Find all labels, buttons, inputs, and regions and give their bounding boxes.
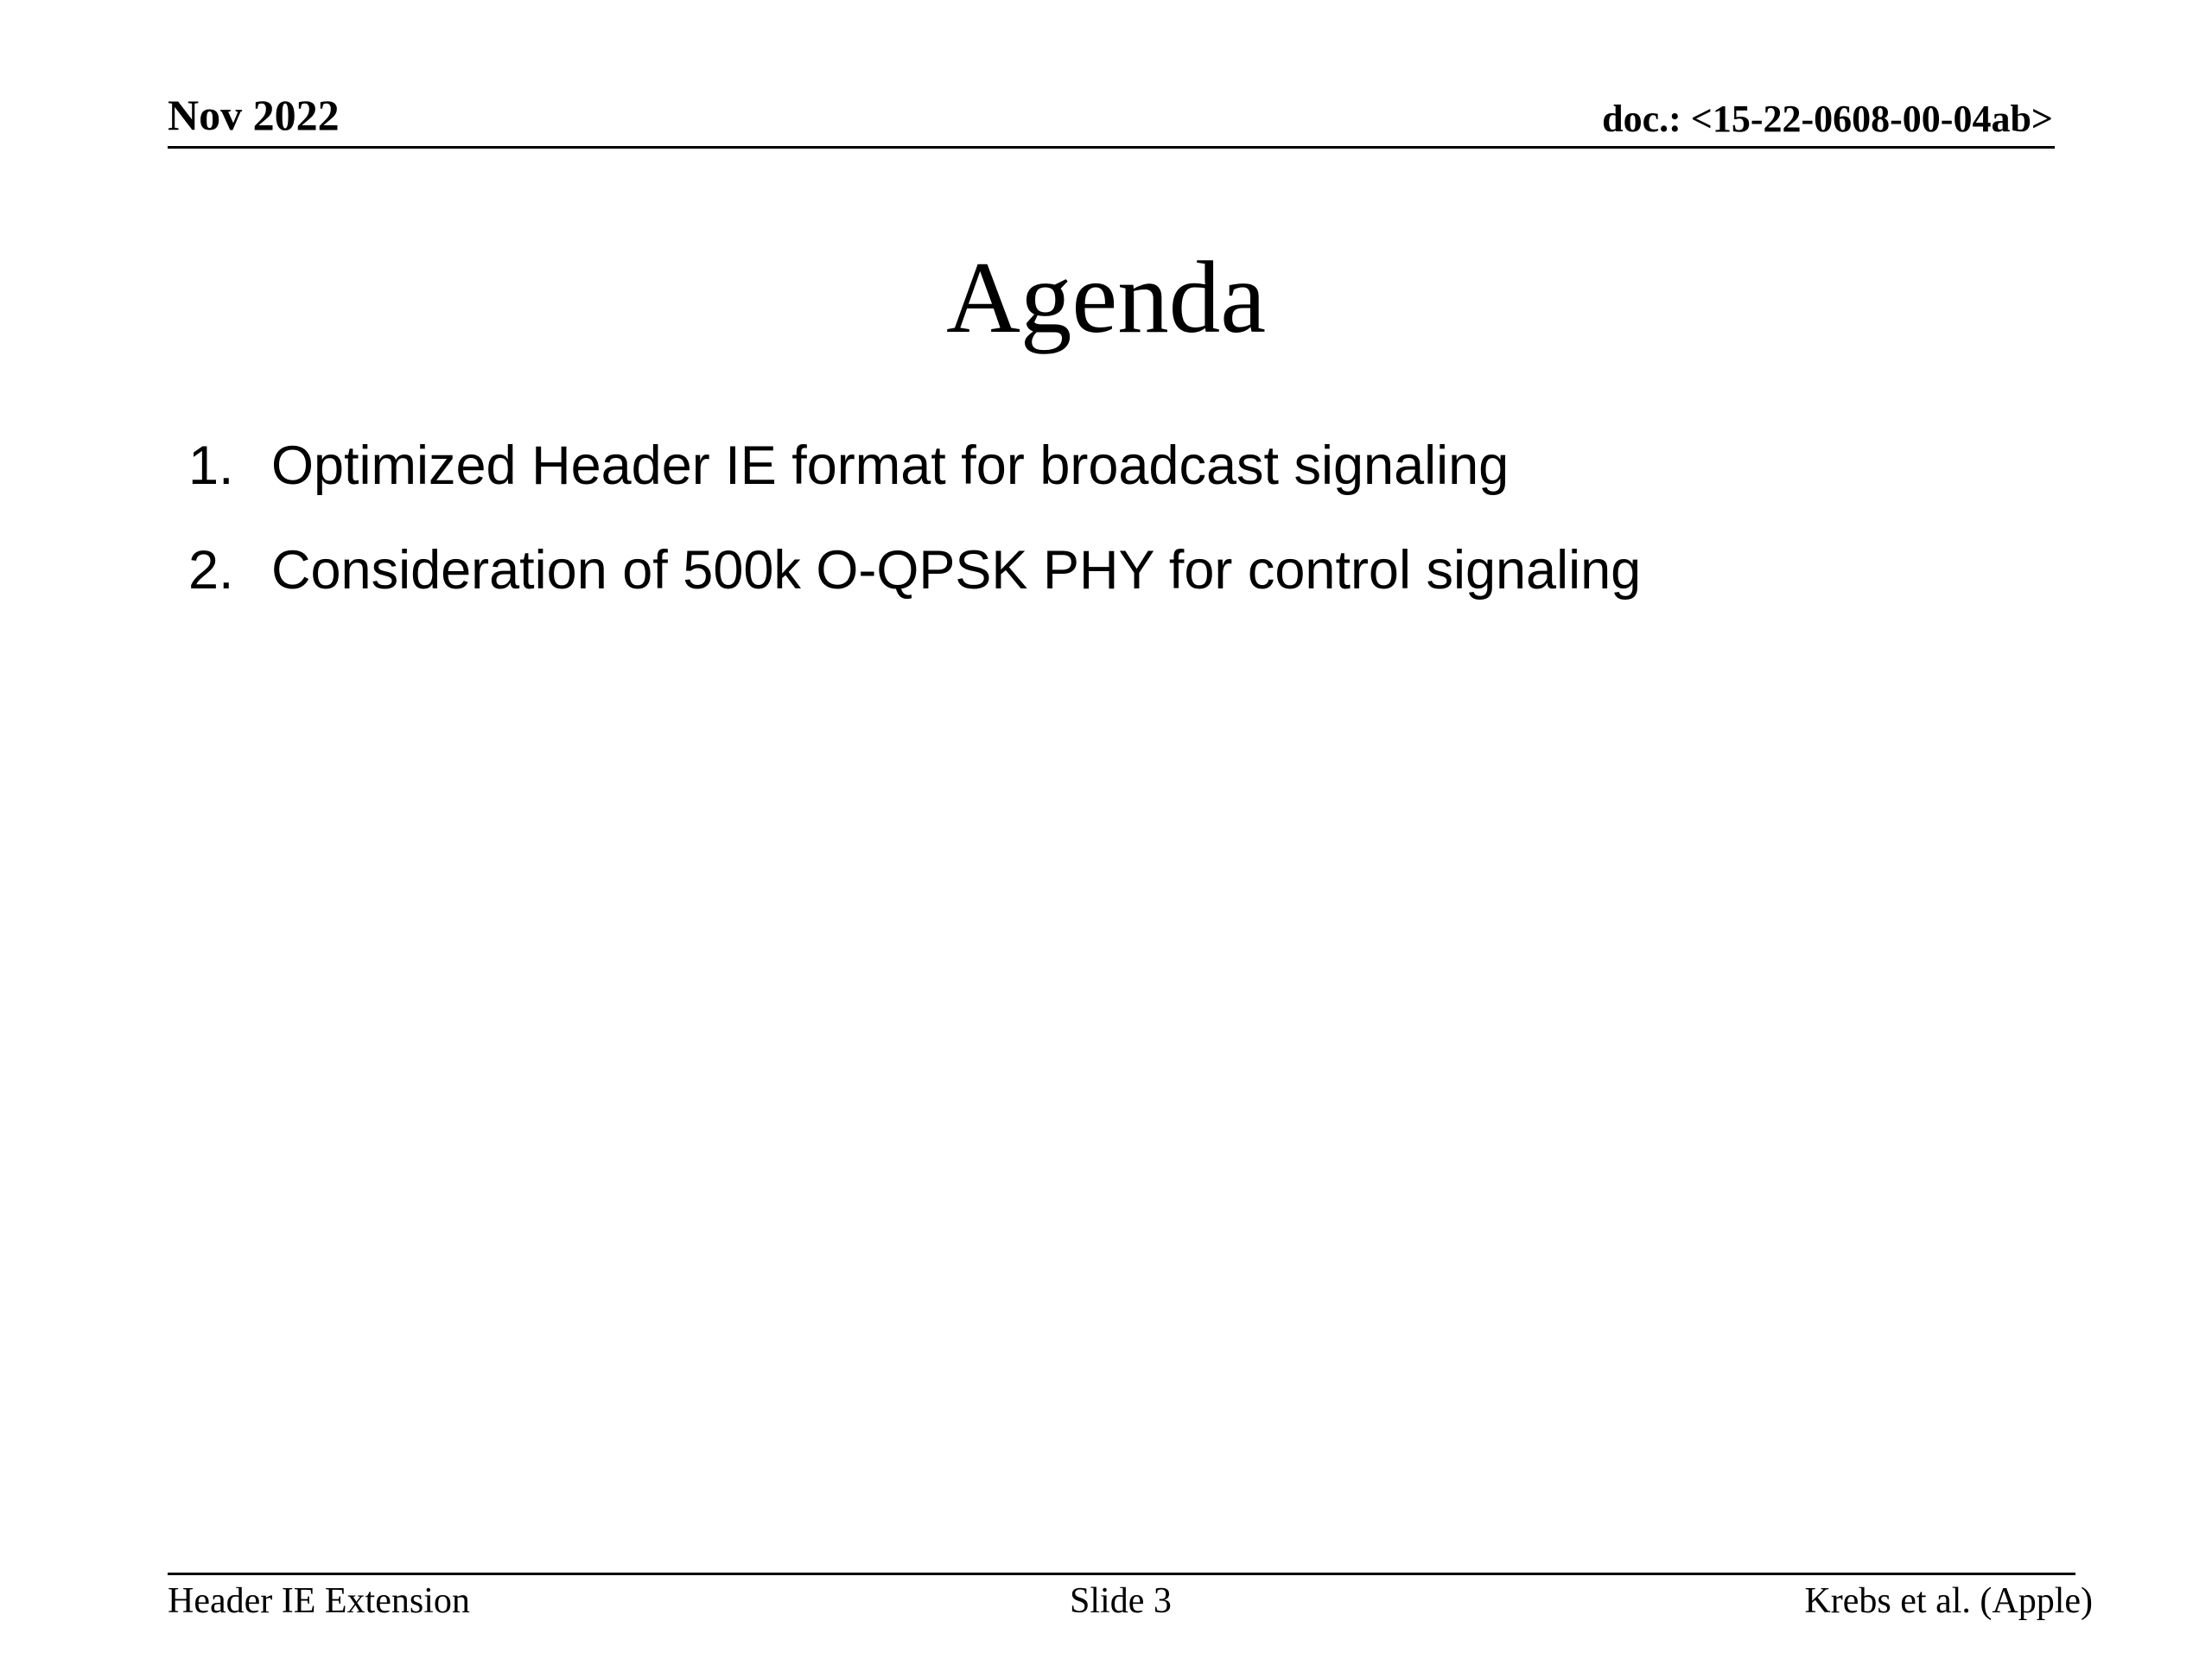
agenda-item-number: 2. [188,540,234,601]
footer-slide-number: Slide 3 [1070,1581,1172,1621]
footer-divider [168,1573,2075,1575]
agenda-item-text: Consideration of 500k O-QPSK PHY for control signaling [271,540,1642,601]
header-divider [168,146,2055,149]
header-date: Nov 2022 [168,91,340,139]
agenda-item-text: Optimized Header IE format for broadcast signaling [271,435,1510,496]
footer-title: Header IE Extension [168,1581,470,1621]
header-doc-id: doc.: <15-22-0608-00-04ab> [1602,98,2053,140]
footer-authors: Krebs et al. (Apple) [1804,1581,2093,1621]
slide-title: Agenda [945,240,1267,354]
agenda-item-number: 1. [188,435,234,496]
